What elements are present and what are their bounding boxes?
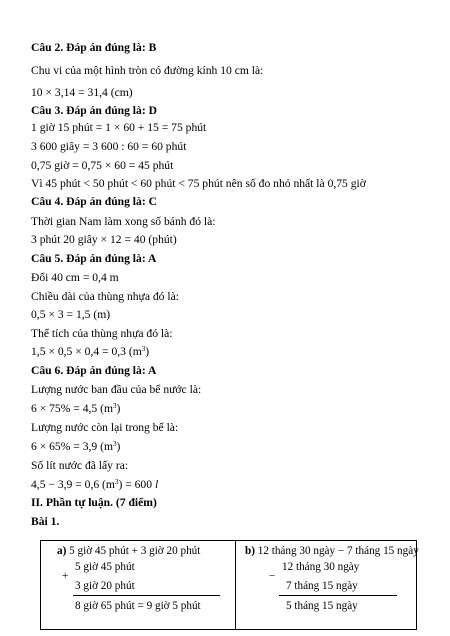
cube-superscript: 3 xyxy=(141,345,146,353)
q5-volume-text: 1,5 × 0,5 × 0,4 = 0,3 (m xyxy=(31,345,142,358)
part2-title: II. Phần tự luận. (7 điểm) xyxy=(31,496,157,509)
q6-line-3: Lượng nước còn lại trong bể là: xyxy=(31,421,179,434)
q6-line-5: Số lít nước đã lấy ra: xyxy=(31,459,129,472)
q3-line-2: 3 600 giây = 3 600 : 60 = 60 phút xyxy=(31,140,187,153)
q4-line-2: 3 phút 20 giây × 12 = 40 (phút) xyxy=(31,233,177,246)
q5-line-2: Chiều dài của thùng nhựa đó là: xyxy=(31,290,179,303)
q3-line-1: 1 giờ 15 phút = 1 × 60 + 15 = 75 phút xyxy=(31,121,207,134)
part-a-operand-1: 5 giờ 45 phút xyxy=(75,561,135,573)
part-b-result: 5 tháng 15 ngày xyxy=(286,600,358,612)
part-b-label: b) xyxy=(245,545,255,557)
q6-line-6 xyxy=(31,478,158,492)
q3-line-3: 0,75 giờ = 0,75 × 60 = 45 phút xyxy=(31,159,174,172)
q3-line-4: Vì 45 phút < 50 phút < 60 phút < 75 phút nên số đo nhỏ nhất là 0,75 giờ xyxy=(31,177,366,190)
q5-line-3: 0,5 × 3 = 1,5 (m) xyxy=(31,308,111,321)
q6-initial-text: 6 × 75% = 4,5 (m xyxy=(31,402,113,415)
q3-title: Câu 3. Đáp án đúng là: D xyxy=(31,104,157,117)
liter-equation: ) = 600 xyxy=(118,478,155,491)
q6-line-2 xyxy=(31,402,120,416)
q6-title: Câu 6. Đáp án đúng là: A xyxy=(31,364,157,377)
q5-line-5 xyxy=(31,345,149,359)
close-paren: ) xyxy=(116,402,121,415)
close-paren: ) xyxy=(145,345,150,358)
part-a-expression: 5 giờ 45 phút + 3 giờ 20 phút xyxy=(69,545,201,557)
q6-remaining-text: 6 × 65% = 3,9 (m xyxy=(31,440,113,453)
q5-title: Câu 5. Đáp án đúng là: A xyxy=(31,252,157,265)
q2-title: Câu 2. Đáp án đúng là: B xyxy=(31,41,157,54)
q5-line-1: Đổi 40 cm = 0,4 m xyxy=(31,271,119,284)
q2-line-2: 10 × 3,14 = 31,4 (cm) xyxy=(31,86,133,99)
q2-line-1: Chu vi của một hình tròn có đường kính 10 cm là: xyxy=(31,64,264,77)
part-b-expression: 12 tháng 30 ngày − 7 tháng 15 ngày xyxy=(257,545,419,557)
q6-line-1: Lượng nước ban đầu của bể nước là: xyxy=(31,383,202,396)
liter-unit: l xyxy=(154,478,159,491)
part-a-operand-2: 3 giờ 20 phút xyxy=(75,580,135,592)
part-b-operand-2: 7 tháng 15 ngày xyxy=(286,580,358,592)
cube-superscript: 3 xyxy=(113,402,117,410)
part-b-operand-1: 12 tháng 30 ngày xyxy=(282,561,360,573)
close-paren: ) xyxy=(116,440,121,453)
q4-title: Câu 4. Đáp án đúng là: C xyxy=(31,195,157,208)
q4-line-1: Thời gian Nam làm xong số bánh đó là: xyxy=(31,215,216,228)
cube-superscript: 3 xyxy=(113,440,117,448)
part-a-result: 8 giờ 65 phút = 9 giờ 5 phút xyxy=(75,600,201,612)
q5-line-4: Thể tích của thùng nhựa đó là: xyxy=(31,327,173,340)
cube-superscript: 3 xyxy=(114,478,119,486)
part-a-plus-sign: + xyxy=(62,570,69,582)
part-b-minus-sign: − xyxy=(269,570,276,582)
bai1-title: Bài 1. xyxy=(31,515,60,528)
q6-difference-text: 4,5 − 3,9 = 0,6 (m xyxy=(31,478,115,491)
q6-line-4 xyxy=(31,440,120,454)
part-a-label: a) xyxy=(57,545,67,557)
